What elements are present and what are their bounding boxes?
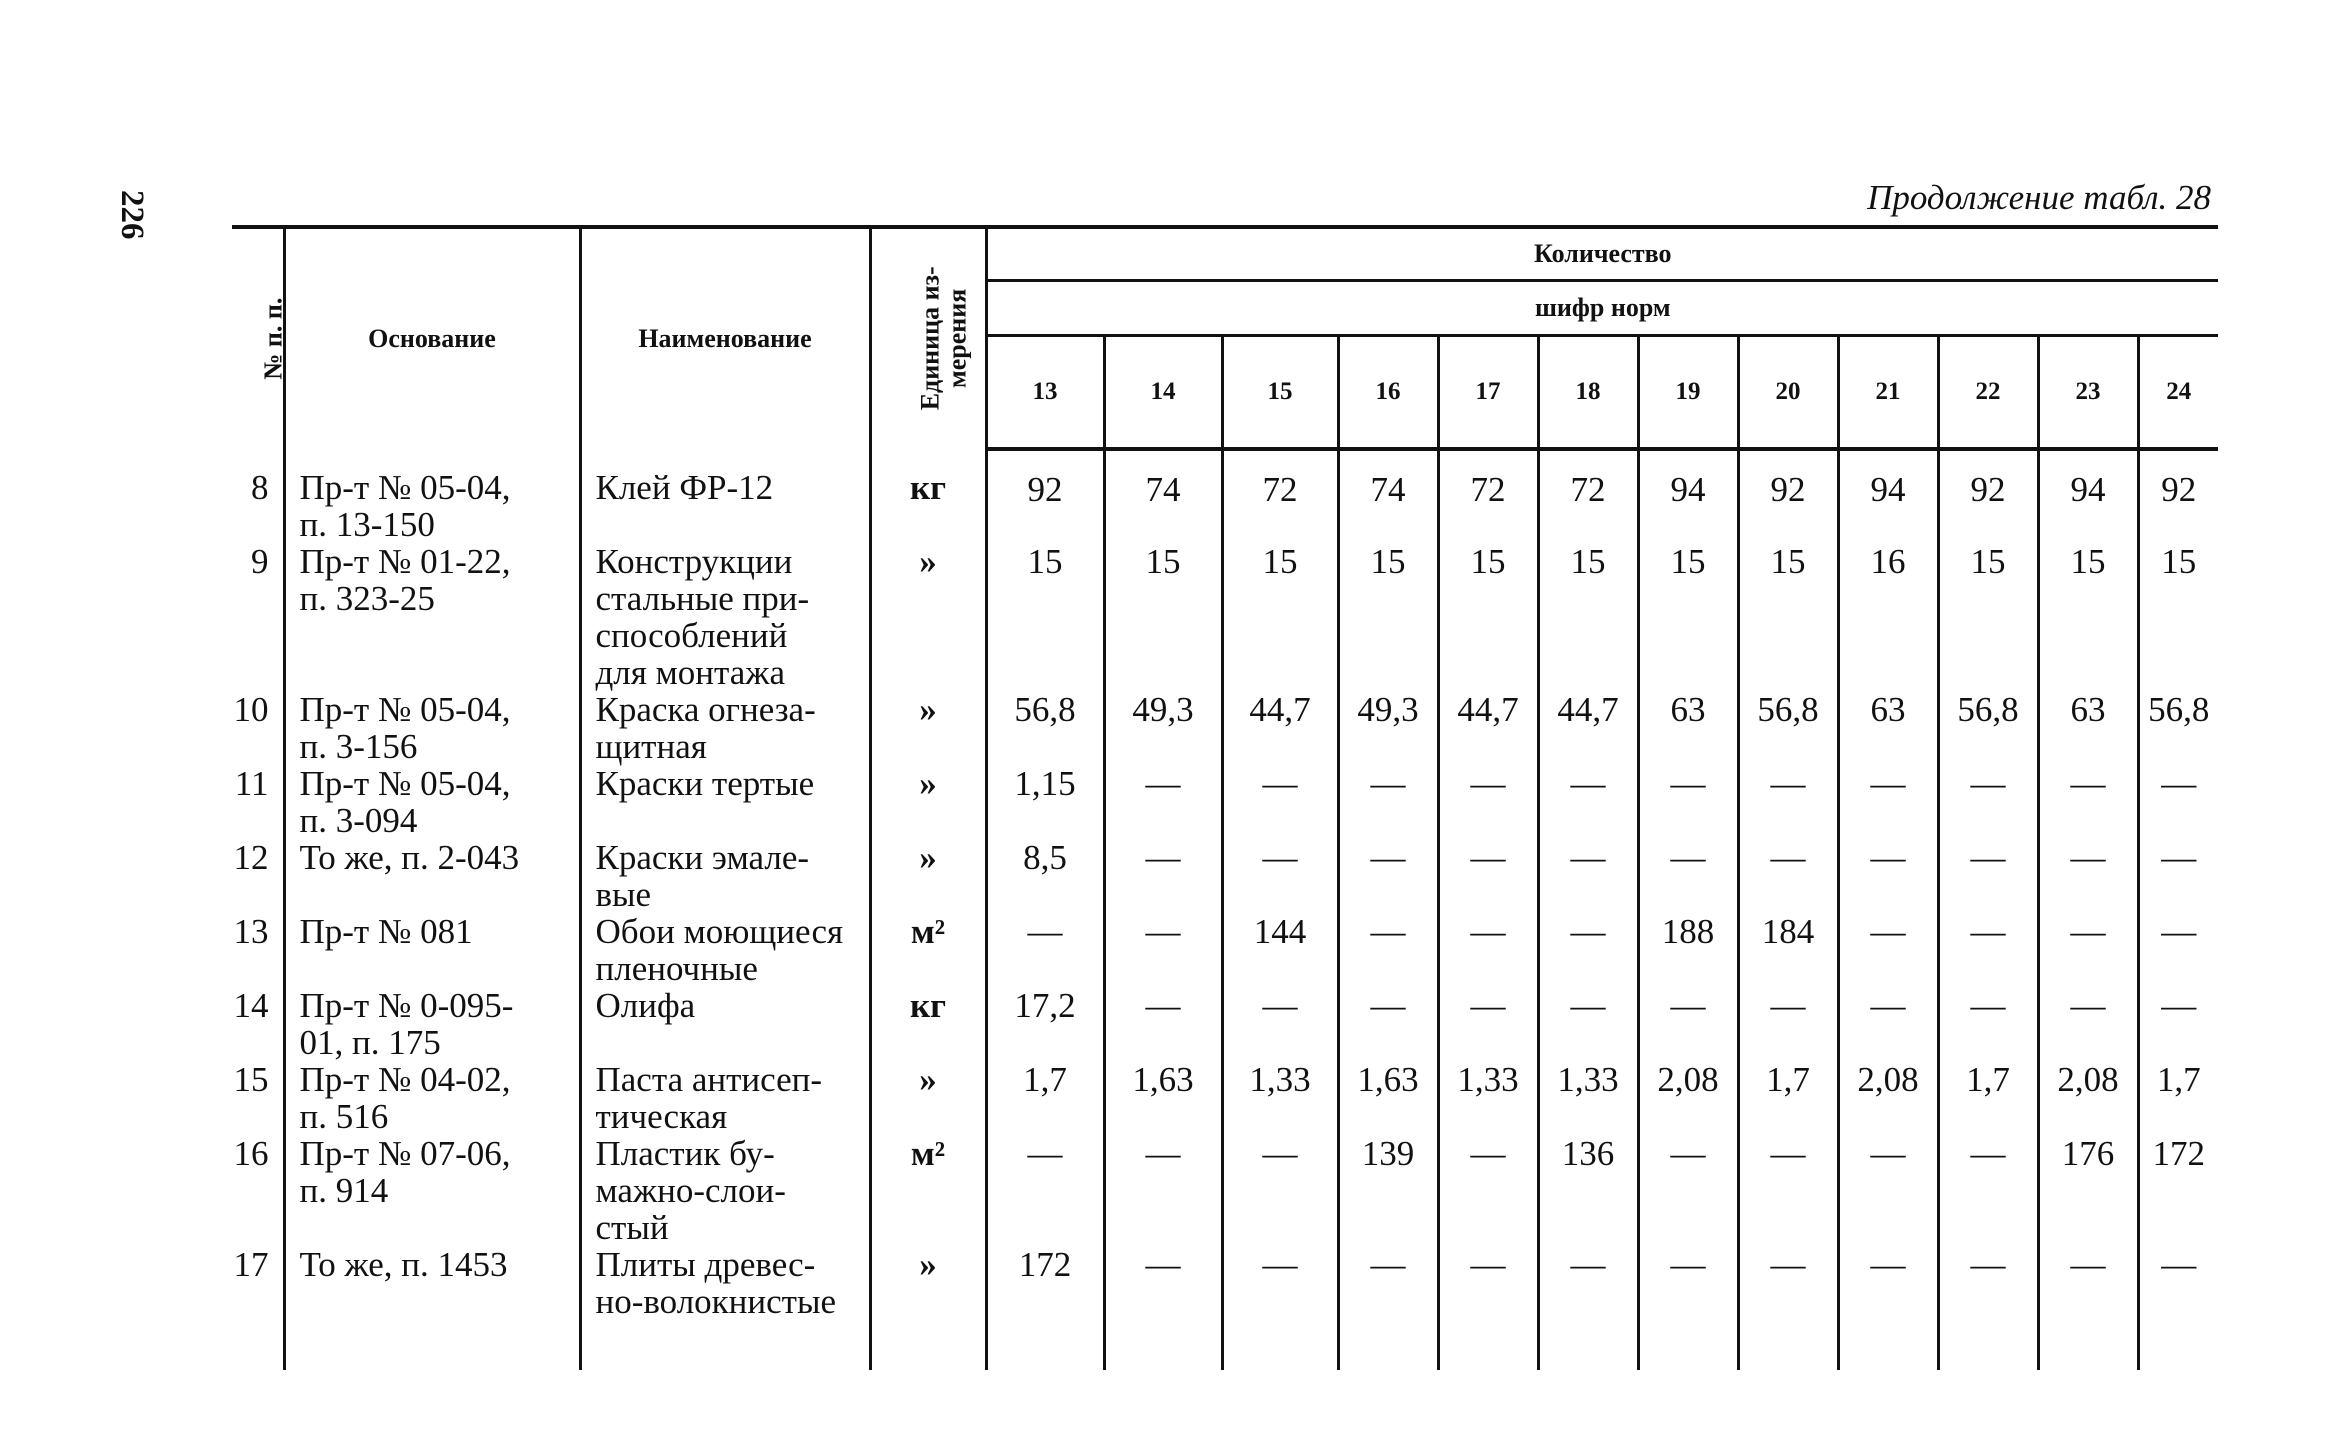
- row-basis: Пр-т № 04-02, п. 516: [284, 1061, 580, 1135]
- row-number: 16: [233, 1134, 269, 1173]
- row-value-14: —: [1104, 839, 1222, 913]
- row-value-15: —: [1222, 1246, 1338, 1320]
- row-value-13: 15: [986, 543, 1104, 691]
- header-code-18: 18: [1538, 336, 1638, 450]
- header-basis: Основание: [284, 227, 580, 449]
- row-value-18: 136: [1538, 1135, 1638, 1246]
- spacer-cell: [1938, 1320, 2038, 1370]
- row-value-16: 1,63: [1338, 1061, 1438, 1135]
- row-value-24: —: [2138, 913, 2218, 987]
- row-value-19: 15: [1638, 543, 1738, 691]
- table-header: [232, 227, 2218, 449]
- table-row: [232, 1061, 2218, 1135]
- header-code-22: 22: [1938, 336, 2038, 450]
- row-value-19: 94: [1638, 449, 1738, 543]
- row-value-19: —: [1638, 1246, 1738, 1320]
- row-value-16: —: [1338, 987, 1438, 1061]
- row-value-16: 139: [1338, 1135, 1438, 1246]
- row-name: Краска огнеза- щитная: [580, 691, 870, 765]
- row-value-18: —: [1538, 839, 1638, 913]
- row-basis: Пр-т № 05-04, п. 3-156: [284, 691, 580, 765]
- table-row: [232, 913, 2218, 987]
- row-value-24: 56,8: [2138, 691, 2218, 765]
- row-value-13: 56,8: [986, 691, 1104, 765]
- row-value-23: 94: [2038, 449, 2138, 543]
- row-value-14: —: [1104, 1246, 1222, 1320]
- spacer-cell: [1438, 1320, 1538, 1370]
- row-value-22: 56,8: [1938, 691, 2038, 765]
- table-row: [232, 449, 2218, 543]
- row-value-21: 63: [1838, 691, 1938, 765]
- row-value-17: 44,7: [1438, 691, 1538, 765]
- header-code-23: 23: [2038, 336, 2138, 450]
- header-code-17: 17: [1438, 336, 1538, 450]
- row-value-18: —: [1538, 765, 1638, 839]
- row-value-20: 56,8: [1738, 691, 1838, 765]
- row-basis: Пр-т № 0-095- 01, п. 175: [284, 987, 580, 1061]
- row-unit: »: [870, 839, 986, 913]
- row-name: Паста антисеп- тическая: [580, 1061, 870, 1135]
- row-value-14: 74: [1104, 449, 1222, 543]
- row-value-13: 172: [986, 1246, 1104, 1320]
- header-code-15: 15: [1222, 336, 1338, 450]
- row-value-15: —: [1222, 765, 1338, 839]
- row-value-21: —: [1838, 913, 1938, 987]
- spacer-cell: [232, 1320, 284, 1370]
- spacer-cell: [2138, 1320, 2218, 1370]
- row-value-15: —: [1222, 839, 1338, 913]
- row-unit: »: [870, 765, 986, 839]
- row-value-20: —: [1738, 987, 1838, 1061]
- row-value-19: 2,08: [1638, 1061, 1738, 1135]
- row-value-24: 15: [2138, 543, 2218, 691]
- row-value-13: —: [986, 1135, 1104, 1246]
- row-value-14: —: [1104, 913, 1222, 987]
- row-value-21: 94: [1838, 449, 1938, 543]
- row-value-13: 1,7: [986, 1061, 1104, 1135]
- row-basis: То же, п. 2-043: [284, 839, 580, 913]
- row-number: 13: [233, 912, 269, 951]
- row-value-16: 49,3: [1338, 691, 1438, 765]
- row-value-24: 172: [2138, 1135, 2218, 1246]
- row-name: Пластик бу- мажно-слои- стый: [580, 1135, 870, 1246]
- row-value-19: —: [1638, 765, 1738, 839]
- row-value-19: —: [1638, 987, 1738, 1061]
- row-value-24: 1,7: [2138, 1061, 2218, 1135]
- table-row: [232, 1135, 2218, 1246]
- row-name: Плиты древес- но-волокнистые: [580, 1246, 870, 1320]
- header-unit: Единица из- мерения: [870, 227, 986, 449]
- row-value-22: —: [1938, 987, 2038, 1061]
- row-number: 10: [233, 690, 269, 729]
- spacer-cell: [284, 1320, 580, 1370]
- row-unit: »: [870, 1061, 986, 1135]
- row-value-14: —: [1104, 1135, 1222, 1246]
- header-code-19: 19: [1638, 336, 1738, 450]
- row-value-14: 1,63: [1104, 1061, 1222, 1135]
- row-number: 14: [233, 986, 269, 1025]
- row-value-23: 63: [2038, 691, 2138, 765]
- header-name: Наименование: [580, 227, 870, 449]
- row-value-21: —: [1838, 987, 1938, 1061]
- row-value-20: 15: [1738, 543, 1838, 691]
- table-row: [232, 987, 2218, 1061]
- row-value-13: 1,15: [986, 765, 1104, 839]
- row-value-18: —: [1538, 1246, 1638, 1320]
- row-value-24: 92: [2138, 449, 2218, 543]
- row-number: 11: [234, 764, 269, 803]
- row-value-17: —: [1438, 1246, 1538, 1320]
- row-value-23: —: [2038, 987, 2138, 1061]
- spacer-cell: [1222, 1320, 1338, 1370]
- row-value-20: —: [1738, 1246, 1838, 1320]
- header-code-21: 21: [1838, 336, 1938, 450]
- row-value-20: —: [1738, 839, 1838, 913]
- row-value-18: 1,33: [1538, 1061, 1638, 1135]
- row-name: Краски эмале- вые: [580, 839, 870, 913]
- row-value-15: 44,7: [1222, 691, 1338, 765]
- row-value-14: —: [1104, 987, 1222, 1061]
- header-num: № п. п.: [232, 227, 284, 449]
- row-value-22: —: [1938, 1246, 2038, 1320]
- row-value-16: 74: [1338, 449, 1438, 543]
- row-value-23: —: [2038, 765, 2138, 839]
- row-value-24: —: [2138, 839, 2218, 913]
- row-value-18: —: [1538, 987, 1638, 1061]
- row-basis: Пр-т № 01-22, п. 323-25: [284, 543, 580, 691]
- row-number: 15: [233, 1060, 269, 1099]
- row-value-21: —: [1838, 839, 1938, 913]
- table-row: [232, 1246, 2218, 1320]
- row-unit: »: [870, 1246, 986, 1320]
- row-value-22: 92: [1938, 449, 2038, 543]
- header-code-14: 14: [1104, 336, 1222, 450]
- row-value-17: 1,33: [1438, 1061, 1538, 1135]
- row-unit: м²: [870, 1135, 986, 1246]
- row-basis: Пр-т № 05-04, п. 13-150: [284, 449, 580, 543]
- row-unit: »: [870, 543, 986, 691]
- row-value-14: 49,3: [1104, 691, 1222, 765]
- row-value-14: —: [1104, 765, 1222, 839]
- row-value-19: 188: [1638, 913, 1738, 987]
- row-unit: »: [870, 691, 986, 765]
- table-caption: Продолжение табл. 28: [1867, 178, 2211, 217]
- row-value-23: 15: [2038, 543, 2138, 691]
- row-value-22: —: [1938, 913, 2038, 987]
- row-value-14: 15: [1104, 543, 1222, 691]
- table-body: [232, 449, 2218, 1370]
- row-value-13: —: [986, 913, 1104, 987]
- row-value-15: 144: [1222, 913, 1338, 987]
- row-value-17: —: [1438, 987, 1538, 1061]
- row-value-20: 184: [1738, 913, 1838, 987]
- row-basis: Пр-т № 081: [284, 913, 580, 987]
- row-value-17: —: [1438, 1135, 1538, 1246]
- table-row: [232, 839, 2218, 913]
- row-value-21: —: [1838, 1246, 1938, 1320]
- row-number: 9: [251, 542, 269, 581]
- row-name: Олифа: [580, 987, 870, 1061]
- row-value-17: —: [1438, 913, 1538, 987]
- row-value-18: 44,7: [1538, 691, 1638, 765]
- page-number: 226: [114, 190, 150, 240]
- row-value-15: 1,33: [1222, 1061, 1338, 1135]
- row-value-20: 92: [1738, 449, 1838, 543]
- row-value-20: —: [1738, 765, 1838, 839]
- row-value-21: —: [1838, 765, 1938, 839]
- row-value-21: 2,08: [1838, 1061, 1938, 1135]
- table-spacer-row: [232, 1320, 2218, 1370]
- header-code-20: 20: [1738, 336, 1838, 450]
- row-value-18: 72: [1538, 449, 1638, 543]
- spacer-cell: [1538, 1320, 1638, 1370]
- header-code-24: 24: [2138, 336, 2218, 450]
- row-value-16: 15: [1338, 543, 1438, 691]
- spacer-cell: [1738, 1320, 1838, 1370]
- row-value-16: —: [1338, 1246, 1438, 1320]
- row-value-21: 16: [1838, 543, 1938, 691]
- row-number: 12: [233, 838, 269, 877]
- row-value-18: 15: [1538, 543, 1638, 691]
- row-basis: То же, п. 1453: [284, 1246, 580, 1320]
- row-name: Конструкции стальные при- способлений для монтажа: [580, 543, 870, 691]
- row-value-19: —: [1638, 839, 1738, 913]
- header-code-13: 13: [986, 336, 1104, 450]
- table-row: [232, 765, 2218, 839]
- spacer-cell: [870, 1320, 986, 1370]
- table-row: [232, 543, 2218, 691]
- row-value-13: 92: [986, 449, 1104, 543]
- row-basis: Пр-т № 07-06, п. 914: [284, 1135, 580, 1246]
- row-value-22: 1,7: [1938, 1061, 2038, 1135]
- spacer-cell: [1338, 1320, 1438, 1370]
- row-value-20: —: [1738, 1135, 1838, 1246]
- header-code-16: 16: [1338, 336, 1438, 450]
- row-value-23: —: [2038, 1246, 2138, 1320]
- spacer-cell: [1838, 1320, 1938, 1370]
- row-value-15: 72: [1222, 449, 1338, 543]
- spacer-cell: [580, 1320, 870, 1370]
- row-value-15: —: [1222, 1135, 1338, 1246]
- row-value-17: —: [1438, 839, 1538, 913]
- spacer-cell: [2038, 1320, 2138, 1370]
- row-value-22: 15: [1938, 543, 2038, 691]
- spacer-cell: [1638, 1320, 1738, 1370]
- row-name: Краски тертые: [580, 765, 870, 839]
- row-value-16: —: [1338, 839, 1438, 913]
- row-value-17: —: [1438, 765, 1538, 839]
- row-value-20: 1,7: [1738, 1061, 1838, 1135]
- row-value-24: —: [2138, 765, 2218, 839]
- spacer-cell: [1104, 1320, 1222, 1370]
- table-row: [232, 691, 2218, 765]
- row-unit: кг: [870, 987, 986, 1061]
- row-value-23: —: [2038, 913, 2138, 987]
- row-value-16: —: [1338, 913, 1438, 987]
- row-value-17: 72: [1438, 449, 1538, 543]
- row-value-18: —: [1538, 913, 1638, 987]
- row-name: Обои моющиеся пленочные: [580, 913, 870, 987]
- norms-table: [232, 225, 2218, 1370]
- row-value-24: —: [2138, 1246, 2218, 1320]
- row-value-22: —: [1938, 765, 2038, 839]
- row-value-13: 8,5: [986, 839, 1104, 913]
- row-value-13: 17,2: [986, 987, 1104, 1061]
- row-number: 8: [251, 468, 269, 507]
- row-unit: кг: [870, 449, 986, 543]
- row-value-24: —: [2138, 987, 2218, 1061]
- spacer-cell: [986, 1320, 1104, 1370]
- row-value-23: 176: [2038, 1135, 2138, 1246]
- row-value-22: —: [1938, 839, 2038, 913]
- row-value-19: 63: [1638, 691, 1738, 765]
- row-value-23: —: [2038, 839, 2138, 913]
- row-value-21: —: [1838, 1135, 1938, 1246]
- row-value-19: —: [1638, 1135, 1738, 1246]
- row-value-16: —: [1338, 765, 1438, 839]
- row-number: 17: [233, 1245, 269, 1284]
- row-basis: Пр-т № 05-04, п. 3-094: [284, 765, 580, 839]
- row-value-15: —: [1222, 987, 1338, 1061]
- row-value-23: 2,08: [2038, 1061, 2138, 1135]
- row-name: Клей ФР-12: [580, 449, 870, 543]
- row-value-22: —: [1938, 1135, 2038, 1246]
- row-unit: м²: [870, 913, 986, 987]
- row-value-15: 15: [1222, 543, 1338, 691]
- header-code: шифр норм: [986, 281, 2218, 336]
- row-value-17: 15: [1438, 543, 1538, 691]
- header-quantity: Количество: [986, 227, 2218, 281]
